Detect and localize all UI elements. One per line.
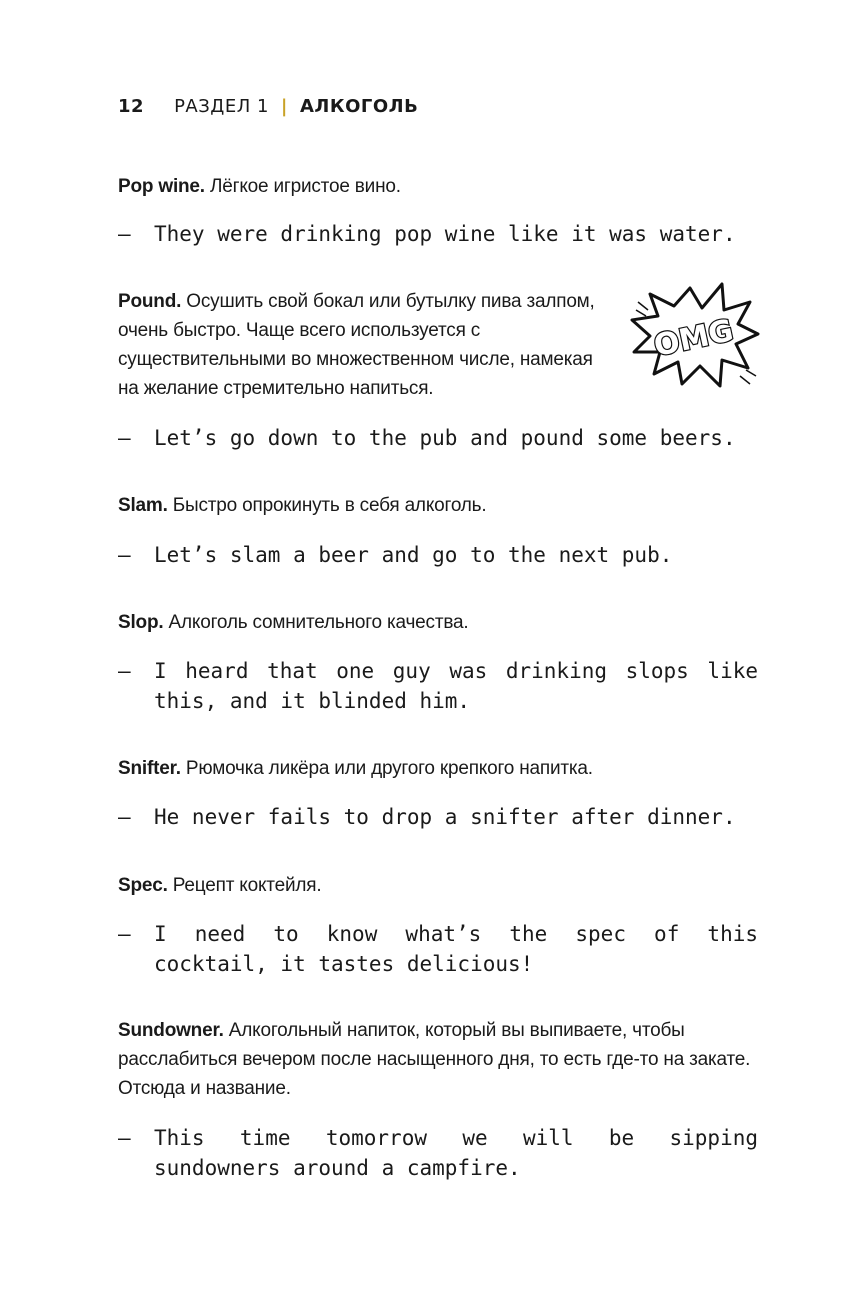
entry-definition-text: Рюмочка ликёра или другого крепкого напитка. <box>180 758 593 779</box>
example-dash: — <box>118 922 131 946</box>
entry-definition <box>118 871 758 900</box>
entry-example <box>118 656 758 716</box>
entry-example <box>118 423 758 453</box>
entry-definition <box>118 754 758 783</box>
entry-term: Spec. <box>118 875 168 896</box>
example-dash: — <box>118 1126 131 1150</box>
example-text: This time tomorrow we will be sipping sundowners around a campfire. <box>154 1126 758 1180</box>
entry-definition <box>118 287 618 403</box>
omg-burst-icon <box>628 280 760 395</box>
entry-term: Pound. <box>118 291 182 312</box>
entry-definition-text: Быстро опрокинуть в себя алкоголь. <box>167 495 487 516</box>
example-dash: — <box>118 659 131 683</box>
page-number: 12 <box>118 96 145 117</box>
example-dash: — <box>118 805 131 829</box>
example-text: They were drinking pop wine like it was water. <box>154 222 736 246</box>
example-dash: — <box>118 426 131 450</box>
entry-definition <box>118 1016 758 1103</box>
entry-example <box>118 540 758 570</box>
entry-term: Sundowner. <box>118 1020 224 1041</box>
example-dash: — <box>118 543 131 567</box>
entry-definition <box>118 172 758 201</box>
entry-definition <box>118 491 758 520</box>
header-separator: | <box>280 96 288 117</box>
entry-definition <box>118 608 758 637</box>
example-text: He never fails to drop a snifter after dinner. <box>154 805 736 829</box>
chapter-title: АЛКОГОЛЬ <box>300 96 419 117</box>
example-dash: — <box>118 222 131 246</box>
entry-term: Pop wine. <box>118 176 205 197</box>
example-text: I heard that one guy was drinking slops like this, and it blinded him. <box>154 659 758 713</box>
entry-definition-text: Алкогольный напиток, который вы выпиваете, чтобы расслабиться вечером после насыщенного дня, то есть где-то на закате. Отсюда и название. <box>118 1020 751 1099</box>
entry-term: Slop. <box>118 612 164 633</box>
example-text: Let’s slam a beer and go to the next pub. <box>154 543 673 567</box>
example-text: Let’s go down to the pub and pound some beers. <box>154 426 736 450</box>
entry-example <box>118 802 758 832</box>
entry-example <box>118 219 758 249</box>
entry-example <box>118 919 758 979</box>
omg-text: OMG <box>650 313 737 364</box>
entry-definition-text: Рецепт коктейля. <box>167 875 322 896</box>
entry-term: Slam. <box>118 495 168 516</box>
entry-definition-text: Лёгкое игристое вино. <box>204 176 401 197</box>
entry-definition-text: Алкоголь сомнительного качества. <box>163 612 469 633</box>
entry-example <box>118 1123 758 1183</box>
example-text: I need to know what’s the spec of this cocktail, it tastes delicious! <box>154 922 758 976</box>
entry-definition-text: Осушить свой бокал или бутылку пива залпом, очень быстро. Чаще всего используется с существительными во множественном числе, намекая на желание стремительно напиться. <box>118 291 595 399</box>
running-header <box>118 96 418 117</box>
entry-term: Snifter. <box>118 758 181 779</box>
section-label: РАЗДЕЛ 1 <box>174 96 269 117</box>
